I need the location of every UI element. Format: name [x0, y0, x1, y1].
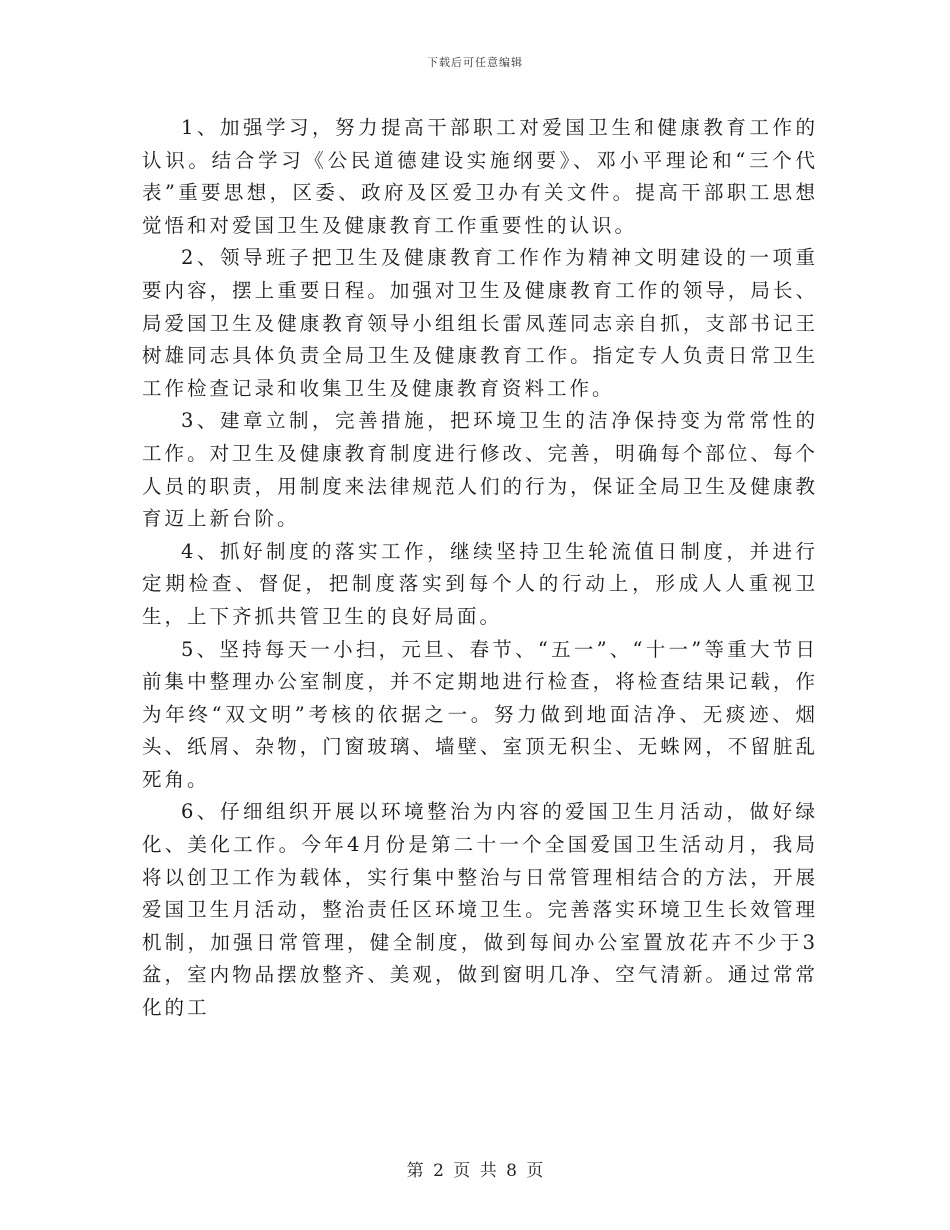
paragraph-2: 2、领导班子把卫生及健康教育工作作为精神文明建设的一项重要内容，摆上重要日程。加强对卫生及健康教育工作的领导，局长、局爱国卫生及健康教育领导小组组长雷凤莲同志亲自抓，支部书记王树雄同志具体负责全局卫生及健康教育工作。指定专人负责日常卫生工作检查记录和收集卫生及健康教育资料工作。	[142, 246, 818, 400]
page-number-footer: 第 2 页 共 8 页	[406, 1161, 544, 1181]
paragraph-6: 6、仔细组织开展以环境整治为内容的爱国卫生月活动，做好绿化、美化工作。今年4月份是第二十一个全国爱国卫生活动月，我局将以创卫工作为载体，实行集中整治与日常管理相结合的方法，开展爱国卫生月活动，整治责任区环境卫生。完善落实环境卫生长效管理机制，加强日常管理，健全制度，做到每间办公室置放花卉不少于3盆，室内物品摆放整齐、美观，做到窗明几净、空气清新。通过常常化的工	[142, 800, 818, 1020]
paragraph-1: 1、加强学习，努力提高干部职工对爱国卫生和健康教育工作的认识。结合学习《公民道德建设实施纲要》、邓小平理论和“三个代表”重要思想，区委、政府及区爱卫办有关文件。提高干部职工思想觉悟和对爱国卫生及健康教育工作重要性的认识。	[142, 116, 818, 237]
page-header: 下载后可任意编辑	[427, 56, 523, 69]
paragraph-3: 3、建章立制，完善措施，把环境卫生的洁净保持变为常常性的工作。对卫生及健康教育制度进行修改、完善，明确每个部位、每个人员的职责，用制度来法律规范人们的行为，保证全局卫生及健康教育迈上新台阶。	[142, 409, 818, 531]
document-body	[142, 112, 818, 1025]
paragraph-4: 4、抓好制度的落实工作，继续坚持卫生轮流值日制度，并进行定期检查、督促，把制度落实到每个人的行动上，形成人人重视卫生，上下齐抓共管卫生的良好局面。	[142, 539, 818, 628]
paragraph-5: 5、坚持每天一小扫，元旦、春节、“五一”、“十一”等重大节日前集中整理办公室制度，并不定期地进行检查，将检查结果记载，作为年终“双文明”考核的依据之一。努力做到地面洁净、无痰迹、烟头、纸屑、杂物，门窗玻璃、墙壁、室顶无积尘、无蛛网，不留脏乱死角。	[142, 637, 818, 791]
